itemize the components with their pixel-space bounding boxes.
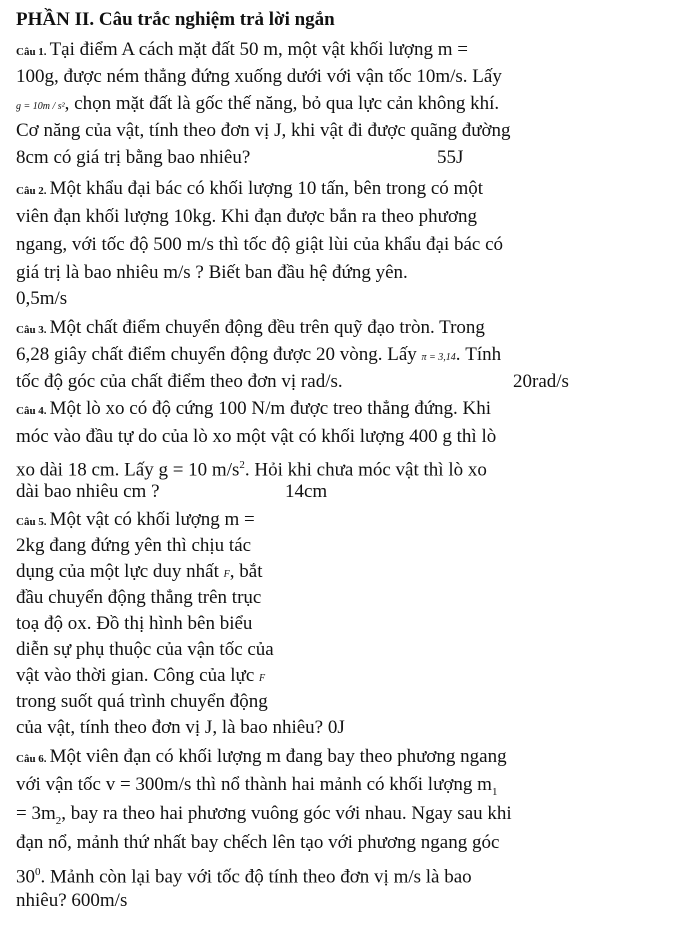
q3-pi-formula: π = 3,14 [421,352,456,363]
q5-line-2: 2kg đang đứng yên thì chịu tác [16,535,252,556]
q2-line-4: giá trị là bao nhiêu m/s ? Biết ban đầu hệ đứng yên. [16,262,408,283]
q5-force-vector-1: F [223,569,230,580]
q2-line-2: viên đạn khối lượng 10kg. Khi đạn được bắn ra theo phương [16,206,478,227]
q1-number: Câu 1. [16,46,47,58]
q6-line-2: với vận tốc v = 300m/s thì nổ thành hai mảnh có khối lượng $m_1$ [16,774,498,798]
q6-line-6: nhiêu? 600m/s [16,890,128,911]
q4-line-3: xo dài 18 cm. Lấy g = 10 $m/s^2$. Hỏi khi chưa móc vật thì lò xo [16,459,487,481]
q3-line-3: tốc độ góc của chất điểm theo đơn vị rad/s. [16,371,343,392]
q1-gravity-formula: g = 10m / s² [16,101,65,112]
q5-line-6: diễn sự phụ thuộc của vận tốc của [16,639,274,660]
q2-line-1: Câu 2. Một khẩu đại bác có khối lượng 10 tấn, bên trong có một [16,178,484,199]
q5-line-9: của vật, tính theo đơn vị J, là bao nhiêu? 0J [16,717,345,738]
q1-line-2: 100g, được ném thẳng đứng xuống dưới với vận tốc 10m/s. Lấy [16,66,502,87]
q5-line-1: Câu 5. Một vật có khối lượng m = [16,509,255,530]
q3-line-2: 6,28 giây chất điểm chuyển động được 20 vòng. Lấy π = 3,14. Tính [16,344,502,365]
q6-line-3: = $3m_2$, bay ra theo hai phương vuông góc với nhau. Ngay sau khi [16,803,512,827]
q4-line-1: Câu 4. Một lò xo có độ cứng 100 N/m được treo thẳng đứng. Khi [16,398,492,419]
q2-answer: 0,5m/s [16,288,68,309]
q3-number: Câu 3. [16,324,47,336]
q2-line-3: ngang, với tốc độ 500 m/s thì tốc độ giật lùi của khẩu đại bác có [16,234,504,255]
q5-line-8: trong suốt quá trình chuyển động [16,691,268,712]
q1-answer: 55J [437,147,464,168]
q4-line-4: dài bao nhiêu cm ? [16,481,160,502]
q4-answer: 14cm [285,481,328,502]
q5-line-4: đầu chuyển động thẳng trên trục [16,587,262,608]
q1-line-4: Cơ năng của vật, tính theo đơn vị J, khi vật đi được quãng đường [16,120,511,141]
q1-line-3: g = 10m / s², chọn mặt đất là gốc thế năng, bỏ qua lực cản không khí. [16,93,500,114]
section-heading: PHẦN II. Câu trắc nghiệm trả lời ngắn [16,9,335,30]
q1-line-5: 8cm có giá trị bằng bao nhiêu? [16,147,251,168]
q3-answer: 20rad/s [513,371,569,392]
q2-number: Câu 2. [16,185,47,197]
q5-force-vector-2: F [259,673,266,684]
q6-line-1: Câu 6. Một viên đạn có khối lượng m đang bay theo phương ngang [16,746,507,767]
q1-line-1: Câu 1. Tại điểm A cách mặt đất 50 m, một vật khối lượng m = [16,39,468,60]
q6-line-4: đạn nổ, mảnh thứ nhất bay chếch lên tạo với phương ngang góc [16,832,500,853]
q5-line-7: vật vào thời gian. Công của lực F [16,665,266,686]
q5-line-3: dụng của một lực duy nhất F, bắt [16,561,263,582]
q6-line-5: $30^0$. Mảnh còn lại bay với tốc độ tính theo đơn vị m/s là bao [16,866,472,888]
q4-line-2: móc vào đầu tự do của lò xo một vật có khối lượng 400 g thì lò [16,426,497,447]
q4-number: Câu 4. [16,405,47,417]
q6-number: Câu 6. [16,753,47,765]
q5-number: Câu 5. [16,516,47,528]
q3-line-1: Câu 3. Một chất điểm chuyển động đều trên quỹ đạo tròn. Trong [16,317,485,338]
q5-line-5: toạ độ ox. Đồ thị hình bên biểu [16,613,253,634]
